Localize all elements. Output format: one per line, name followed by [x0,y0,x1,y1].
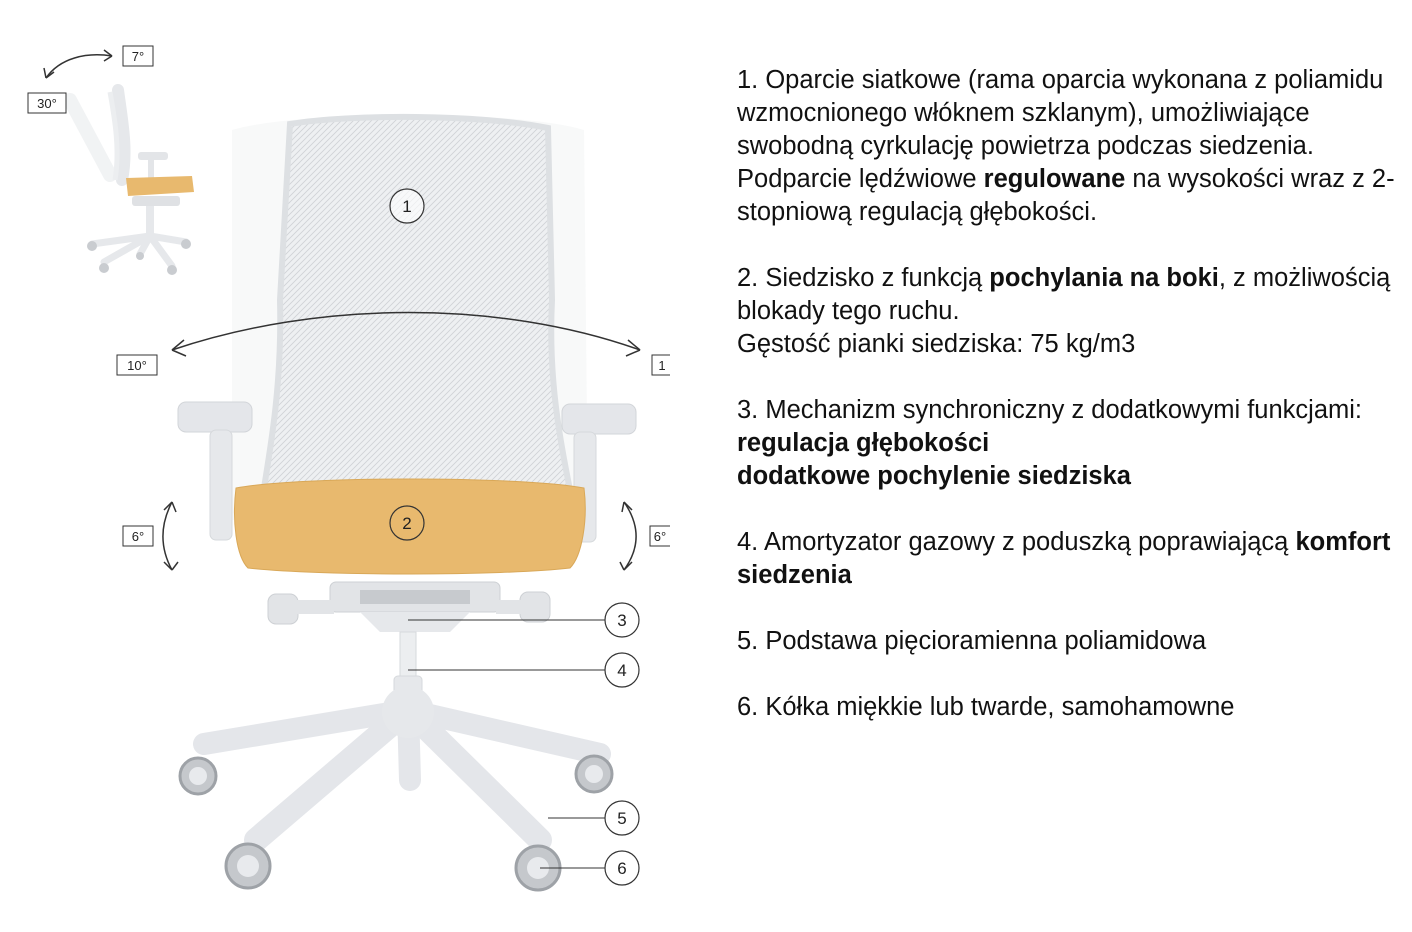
feature-1-lumbar-pre: Podparcie lędźwiowe [737,165,984,193]
callout-3: 3 [617,611,627,630]
feature-5 [737,625,1397,658]
feature-3-seat-tilt: dodatkowe pochylenie siedziska [737,462,1131,490]
tilt-left-label: 10° [127,358,147,373]
recline-forward-label: 7° [131,49,145,64]
five-star-base [204,686,600,840]
feature-3 [737,394,1397,493]
callout-2: 2 [402,514,412,533]
gas-cylinder [400,632,416,682]
tilt-right-label: 1 [658,358,666,373]
callout-4: 4 [617,661,627,680]
feature-5-description: 5. Podstawa pięcioramienna poliamidowa [737,627,1207,655]
feature-3-description: 3. Mechanizm synchroniczny z dodatkowymi funkcjami: [737,396,1362,424]
feature-4-description [737,526,1397,592]
callout-1: 1 [402,197,412,216]
feature-2 [737,262,1397,361]
feature-list [737,64,1397,757]
feature-2-description [737,262,1397,328]
side-view-chair [70,90,194,275]
armrest-left-arrow [163,502,172,570]
feature-2-pre: 2. Siedzisko z funkcją [737,264,990,292]
recline-arrow [46,55,112,78]
feature-1-lumbar-post: na wysokości wraz z 2-stopniową regulacją głębokości. [737,165,1395,226]
callout-6: 6 [617,859,627,878]
feature-4-pre: 4. Amortyzator gazowy z poduszką poprawiającą [737,528,1296,556]
chair-diagram [0,0,670,932]
feature-1-lumbar [737,163,1397,229]
feature-2-post: , z możliwością blokady tego ruchu. [737,264,1391,325]
feature-1-description: 1. Oparcie siatkowe (rama oparcia wykonana z poliamidu wzmocnionego włóknem szklanym), umożliwiające swobodną cyrkulację powietrza podczas siedzenia. [737,66,1384,160]
feature-1 [737,64,1397,229]
armrest-right-arrow [624,502,636,570]
chair-illustration [0,0,670,932]
feature-4-bold: komfort siedzenia [737,528,1391,589]
feature-4 [737,526,1397,592]
callout-5: 5 [617,809,627,828]
feature-3-depth-adjust: regulacja głębokości [737,429,990,457]
feature-2-foam-density: Gęstość pianki siedziska: 75 kg/m3 [737,330,1136,358]
armrest-left-label: 6° [131,529,145,544]
feature-6-description: 6. Kółka miękkie lub twarde, samohamowne [737,693,1235,721]
side-view-seat [126,176,194,196]
recline-back-label: 30° [37,96,57,111]
armrest-right-label: 6° [653,529,667,544]
feature-1-lumbar-bold: regulowane [983,165,1126,193]
feature-2-bold: pochylania na boki [989,264,1219,292]
casters [180,756,612,890]
feature-6 [737,691,1397,724]
backrest [262,117,572,500]
mechanism [268,582,550,632]
